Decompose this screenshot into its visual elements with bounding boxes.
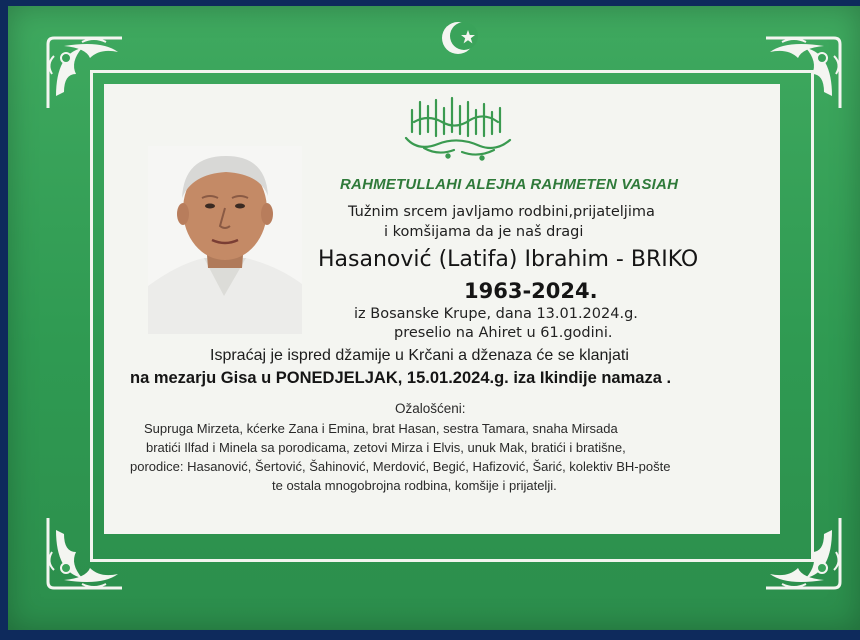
deceased-name: Hasanović (Latifa) Ibrahim - BRIKO — [318, 247, 699, 272]
announcement-line-1: Tužnim srcem javljamo rodbini,prijateljima — [348, 204, 655, 220]
dua-heading: RAHMETULLAHI ALEJHA RAHMETEN VASIAH — [340, 176, 679, 193]
portrait-icon — [148, 146, 302, 334]
crescent-star-icon — [440, 18, 480, 58]
arabic-calligraphy-icon — [398, 92, 518, 162]
mourners-line-1: Supruga Mirzeta, kćerke Zana i Emina, brat Hasan, sestra Tamara, snaha Mirsada — [144, 421, 618, 436]
funeral-line-1: Ispraćaj je ispred džamije u Krčani a dženaza će se klanjati — [210, 347, 629, 364]
portrait-photo — [148, 146, 302, 334]
announcement-line-2: i komšijama da je naš dragi — [384, 224, 584, 240]
mourners-line-4: te ostala mnogobrojna rodbina, komšije i prijatelji. — [272, 478, 557, 493]
mourners-title: Ožalošćeni: — [395, 401, 466, 416]
mourners-line-3: porodice: Hasanović, Šertović, Šahinović, Merdović, Begić, Hafizović, Šarić, kolektiv BH-pošte — [130, 459, 671, 474]
mourners-line-2: bratići Ilfad i Minela sa porodicama, zetovi Mirza i Elvis, unuk Mak, bratići i bratišne, — [146, 440, 626, 455]
funeral-line-2: na mezarju Gisa u PONEDJELJAK, 15.01.2024.g. iza Ikindije namaza . — [130, 369, 672, 387]
death-detail-line-2: preselio na Ahiret u 61.godini. — [394, 325, 613, 341]
life-years: 1963-2024. — [464, 279, 598, 303]
death-detail-line-1: iz Bosanske Krupe, dana 13.01.2024.g. — [354, 306, 638, 322]
